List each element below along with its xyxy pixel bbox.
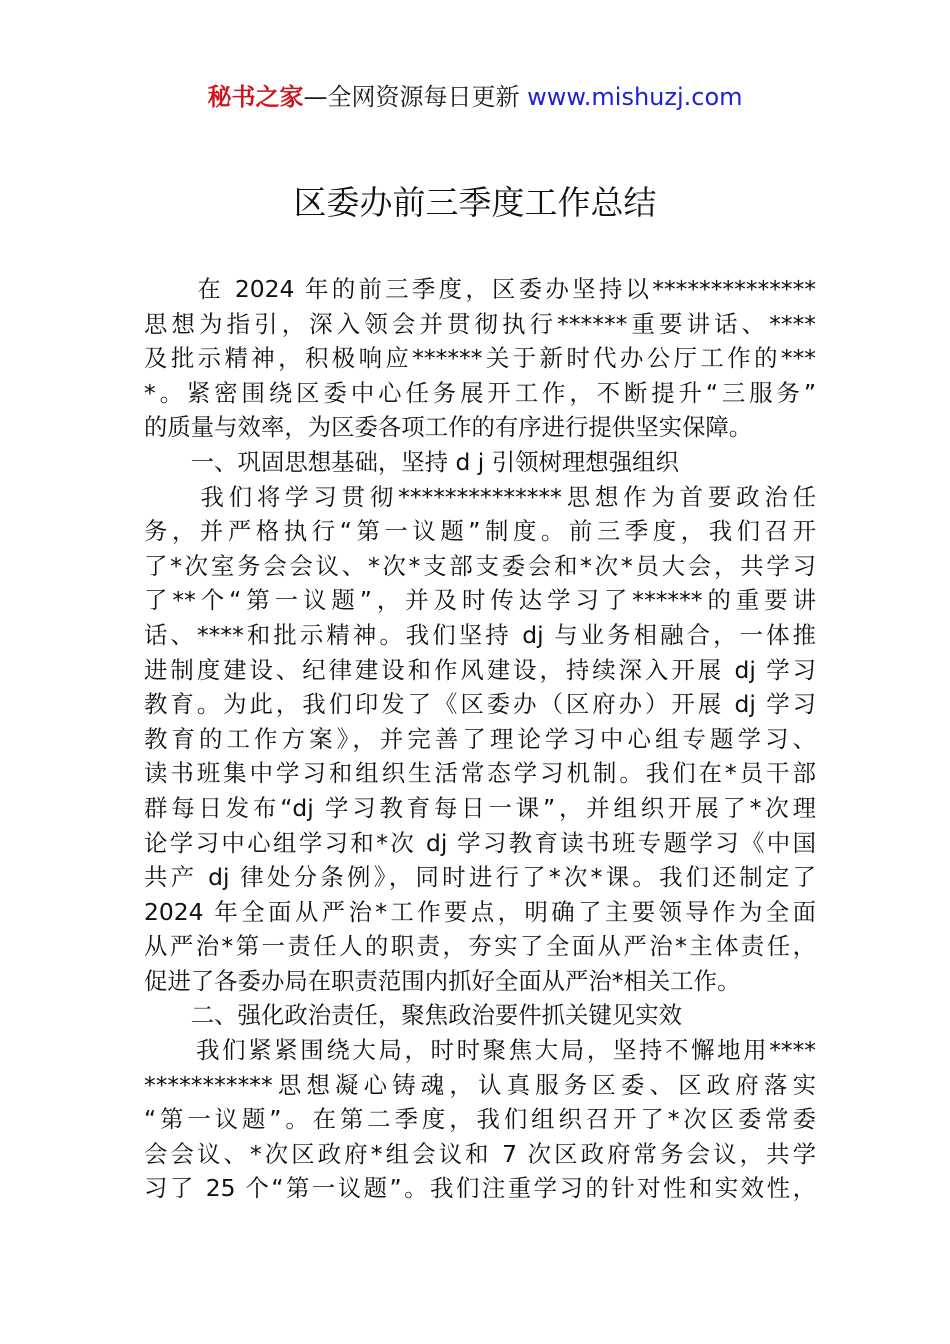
text-line: 思想为指引，深入领会并贯彻执行******重要讲话、****	[144, 309, 816, 338]
text-line: 从严治*第一责任人的职责，夯实了全面从严治*主体责任，	[144, 932, 816, 961]
text-line: 2024 年全面从严治*工作要点，明确了主要领导作为全面	[144, 897, 816, 926]
document-title: 区委办前三季度工作总结	[293, 183, 657, 222]
text-line: 促进了各委办局在职责范围内抓好全面从严治*相关工作。	[144, 966, 741, 995]
text-line: 务，并严格执行“第一议题”制度。前三季度，我们召开	[144, 517, 816, 546]
text-line: 了**个“第一议题”，并及时传达学习了******的重要讲	[144, 586, 816, 615]
text-line: 读书班集中学习和组织生活常态学习机制。我们在*员干部	[144, 759, 816, 788]
text-line: “第一议题”。在第二季度，我们组织召开了*次区委常委	[144, 1105, 816, 1134]
text-line: 话、****和批示精神。我们坚持 dj 与业务相融合，一体推	[144, 620, 816, 649]
text-line: *。紧密围绕区委中心任务展开工作，不断提升“三服务”	[144, 378, 816, 407]
text-line: 论学习中心组学习和*次 dj 学习教育读书班专题学习《中国	[144, 828, 816, 857]
text-line: 我们紧紧围绕大局，时时聚焦大局，坚持不懈地用****	[144, 1036, 816, 1065]
site-tagline: —全网资源每日更新	[303, 83, 528, 111]
text-line: 会会议、*次区政府*组会议和 7 次区政府常务会议，共学	[144, 1139, 816, 1168]
text-line: 群每日发布“dj 学习教育每日一课”，并组织开展了*次理	[144, 793, 816, 822]
site-url-link[interactable]: www.mishuzj.com	[527, 83, 743, 111]
text-line: 教育。为此，我们印发了《区委办（区府办）开展 dj 学习	[144, 690, 816, 719]
text-line: 二、强化政治责任，聚焦政治要件抓关键见实效	[144, 1001, 682, 1030]
text-line: 在 2024 年的前三季度，区委办坚持以**************	[144, 275, 816, 303]
site-header	[0, 82, 950, 112]
text-line: ***********思想凝心铸魂，认真服务区委、区政府落实	[144, 1070, 816, 1099]
text-line: 进制度建设、纪律建设和作风建设，持续深入开展 dj 学习	[144, 655, 816, 684]
text-line: 教育的工作方案》，并完善了理论学习中心组专题学习、	[144, 724, 816, 753]
text-line: 一、巩固思想基础，坚持 d j 引领树理想强组织	[144, 447, 679, 476]
text-line: 及批示精神，积极响应******关于新时代办公厅工作的***	[144, 344, 816, 373]
site-brand: 秘书之家	[207, 83, 304, 111]
document-body	[144, 272, 816, 1206]
text-line: 的质量与效率，为区委各项工作的有序进行提供坚实保障。	[144, 413, 753, 442]
text-line: 我们将学习贯彻**************思想作为首要政治任	[144, 482, 816, 511]
text-line: 习了 25 个“第一议题”。我们注重学习的针对性和实效性，	[144, 1174, 816, 1203]
text-line: 了*次室务会会议、*次*支部支委会和*次*员大会，共学习	[144, 551, 816, 580]
text-line: 共产 dj 律处分条例》，同时进行了*次*课。我们还制定了	[144, 863, 816, 892]
